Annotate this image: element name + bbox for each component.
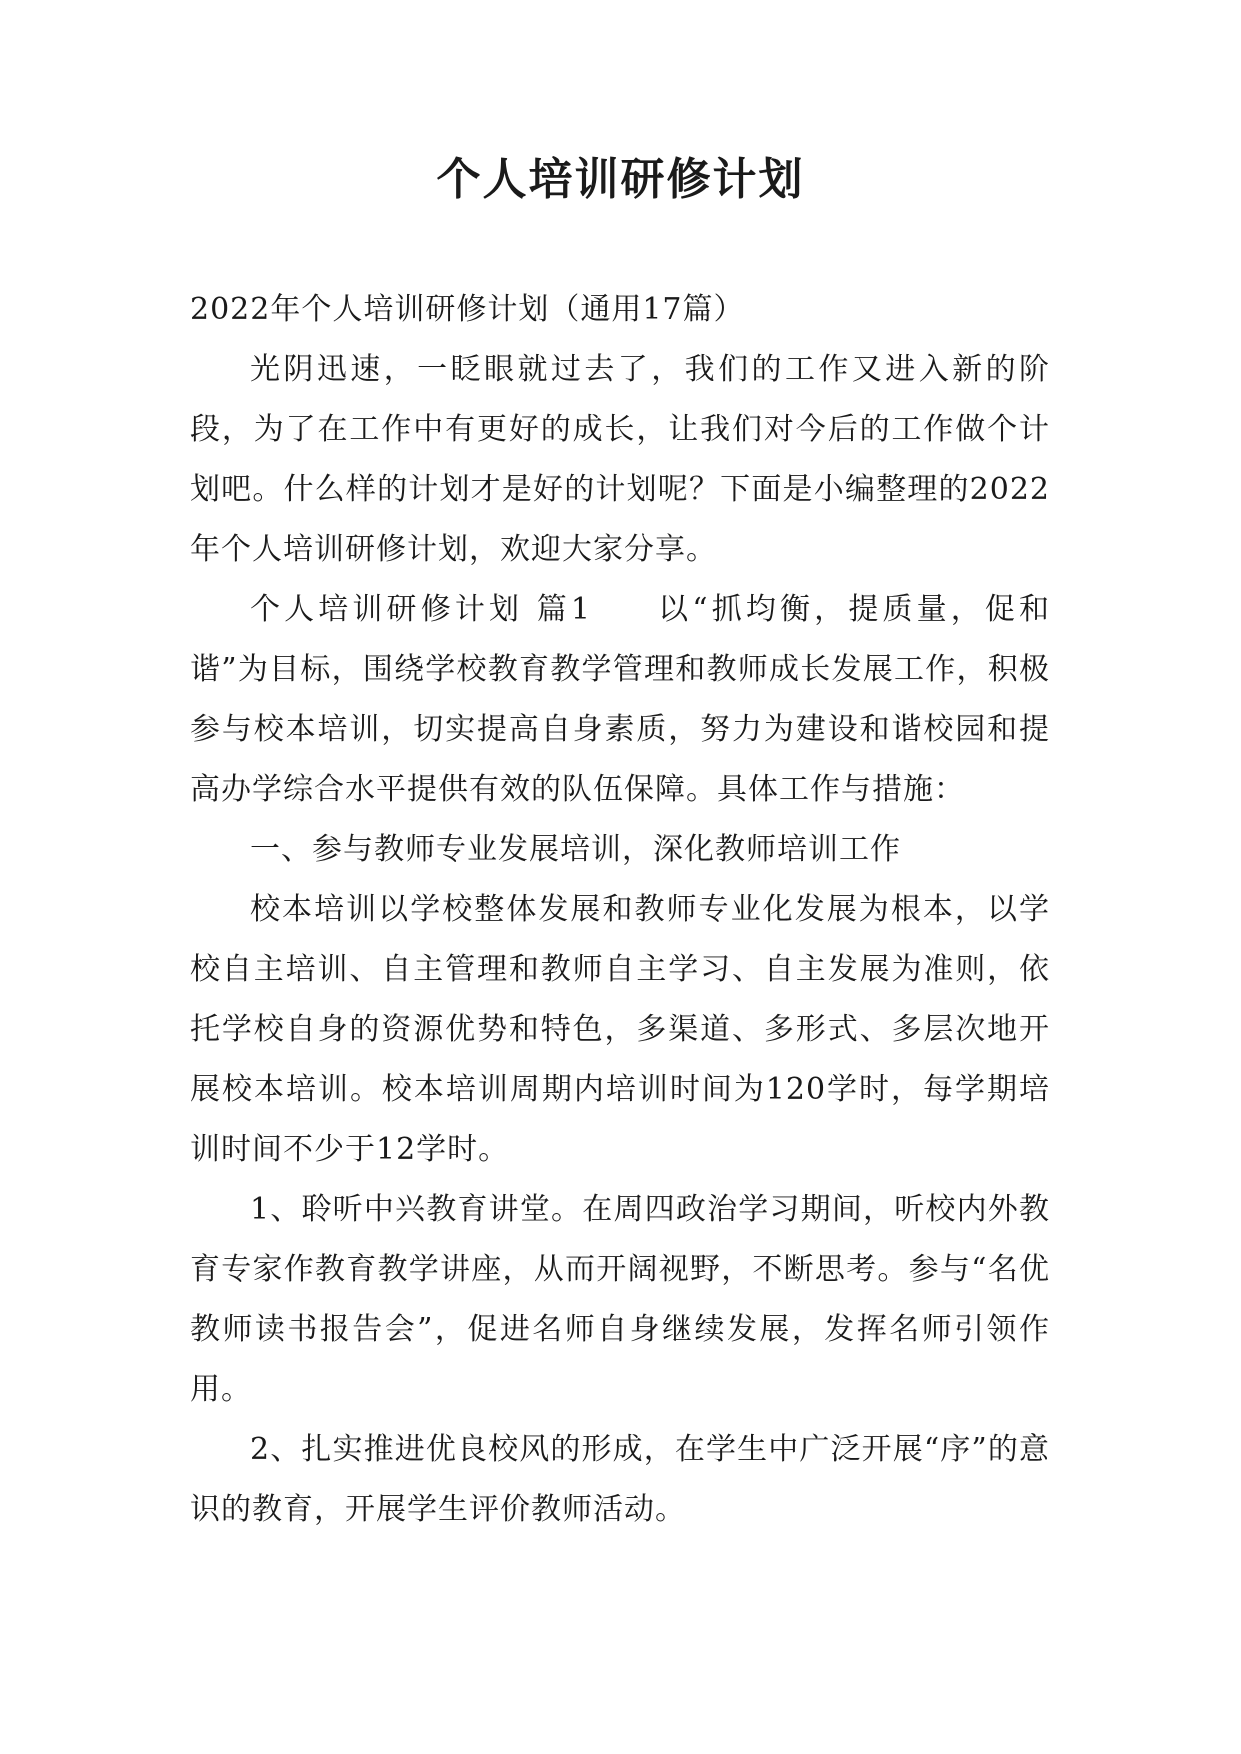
document-subtitle: 2022年个人培训研修计划（通用17篇） <box>190 292 745 327</box>
intro-paragraph: 光阴迅速，一眨眼就过去了，我们的工作又进入新的阶段，为了在工作中有更好的成长，让我们对今后的工作做个计划吧。什么样的计划才是好的计划呢？下面是小编整理的2022年个人培训研修计划，欢迎大家分享。 <box>190 352 1050 567</box>
section-1-text: 以“抓均衡，提质量，促和谐”为目标，围绕学校教育教学管理和教师成长发展工作，积极参与校本培训，切实提高自身素质，努力为建设和谐校园和提高办学综合水平提供有效的队伍保障。具体工作与措施： <box>190 592 1051 807</box>
paragraph-1: 校本培训以学校整体发展和教师专业化发展为根本，以学校自主培训、自主管理和教师自主学习、自主发展为准则，依托学校自身的资源优势和特色，多渠道、多形式、多层次地开展校本培训。校本培训周期内培训时间为120学时，每学期培训时间不少于12学时。 <box>190 892 1050 1167</box>
heading-1: 一、参与教师专业发展培训，深化教师培训工作 <box>250 832 901 867</box>
section-1-paragraph <box>190 580 1050 820</box>
section-1-heading: 个人培训研修计划 篇1 <box>250 592 592 627</box>
document-title: 个人培训研修计划 <box>436 154 805 205</box>
list-item-1: 1、聆听中兴教育讲堂。在周四政治学习期间，听校内外教育专家作教育教学讲座，从而开阔视野，不断思考。参与“名优教师读书报告会”，促进名师自身继续发展，发挥名师引领作用。 <box>190 1192 1050 1407</box>
list-item-2: 2、扎实推进优良校风的形成，在学生中广泛开展“序”的意识的教育，开展学生评价教师活动。 <box>190 1432 1050 1527</box>
document-body <box>190 280 1050 1540</box>
